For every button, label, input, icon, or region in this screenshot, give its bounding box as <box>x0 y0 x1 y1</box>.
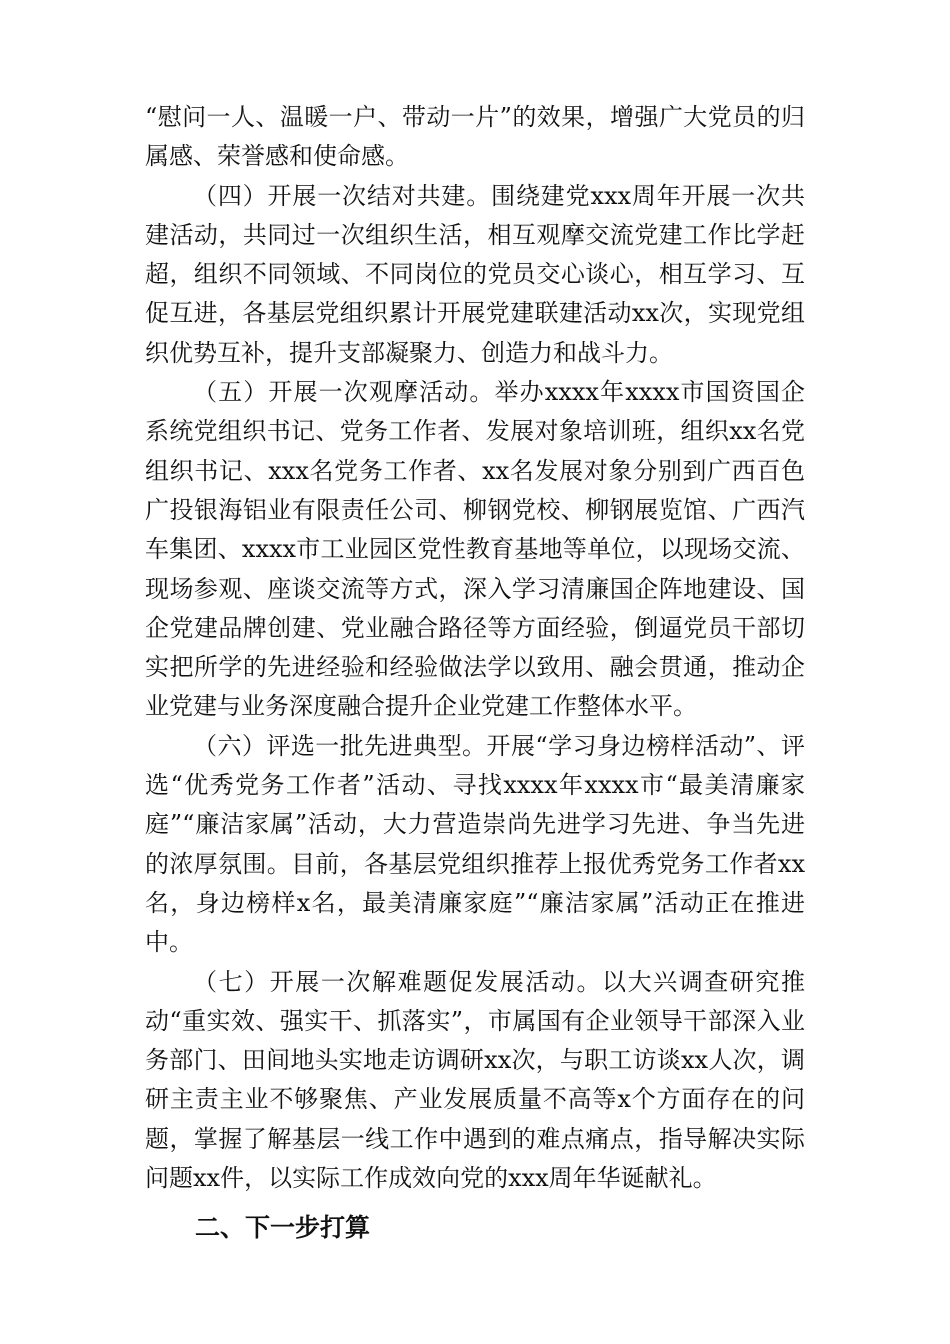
section-heading: 二、下一步打算 <box>195 1213 371 1243</box>
paragraph-item-5: （五）开展一次观摩活动。举办xxxx年xxxx市国资国企系统党组织书记、党务工作者、发展对象培训班，组织xx名党组织书记、xxx名党务工作者、xx名发展对象分别到广西百色广投银海铝业有限责任公司、柳钢党校、柳钢展览馆、广西汽车集团、xxxx市工业园区党性教育基地等单位，以现场交流、现场参观、座谈交流等方式，深入学习清廉国企阵地建设、国企党建品牌创建、党业融合路径等方面经验，倒逼党员干部切实把所学的先进经验和经验做法学以致用、融会贯通，推动企业党建与业务深度融合提升企业党建工作整体水平。 <box>145 378 805 721</box>
paragraph-item-6: （六）评选一批先进典型。开展“学习身边榜样活动”、评选“优秀党务工作者”活动、寻找xxxx年xxxx市“最美清廉家庭”“廉洁家属”活动，大力营造崇尚先进学习先进、争当先进的浓厚氛围。目前，各基层党组织推荐上报优秀党务工作者xx名，身边榜样x名，最美清廉家庭”“廉洁家属”活动正在推进中。 <box>145 731 805 957</box>
paragraph-continuation: “慰问一人、温暖一户、带动一片”的效果，增强广大党员的归属感、荣誉感和使命感。 <box>145 103 805 171</box>
paragraph-item-7: （七）开展一次解难题促发展活动。以大兴调查研究推动“重实效、强实干、抓落实”，市属国有企业领导干部深入业务部门、田间地头实地走访调研xx次，与职工访谈xx人次，调研主责主业不够聚焦、产业发展质量不高等x个方面存在的问题，掌握了解基层一线工作中遇到的难点痛点，指导解决实际问题xx件，以实际工作成效向党的xxx周年华诞献礼。 <box>145 967 805 1193</box>
document-page <box>145 98 805 1248</box>
paragraph-item-4: （四）开展一次结对共建。围绕建党xxx周年开展一次共建活动，共同过一次组织生活，相互观摩交流党建工作比学赶超，组织不同领域、不同岗位的党员交心谈心，相互学习、互促互进，各基层党组织累计开展党建联建活动xx次，实现党组织优势互补，提升支部凝聚力、创造力和战斗力。 <box>145 181 805 367</box>
